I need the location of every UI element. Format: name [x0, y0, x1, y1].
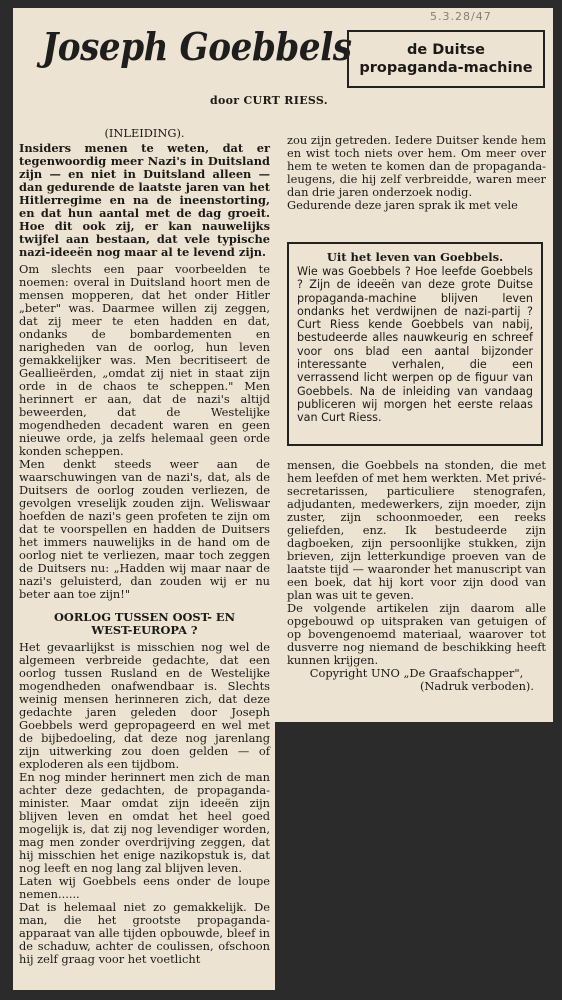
right-paragraph-4: De volgende artikelen zijn daarom alle opgebouwd op uitspraken van getuigen of op bovengenoemd materiaal, waarover tot dusverre nog niemand de beschikking heeft kunnen krijgen. [287, 601, 546, 667]
subtitle-box [347, 30, 545, 88]
inset-box [287, 242, 543, 446]
right-paragraph-3: mensen, die Goebbels na stonden, die met hem leefden of met hem werkten. Met privé-secretarissen, particuliere stenografen, adjudanten, medewerkers, zijn moeder, zijn zuster, zijn schoonmoeder, een reeks geliefden, enz. Ik bestudeerde zijn dagboeken, zijn persoonlijke stukken, zijn brieven, zijn letterkundige proeven van de laatste tijd — waaronder het manuscript van een boek, dat hij kort voor zijn dood van plan was uit te geven. [287, 458, 546, 602]
copyright-line: Copyright UNO „De Graafschapper", [309, 666, 524, 680]
right-paragraph-2: Gedurende deze jaren sprak ik met vele [287, 198, 518, 212]
left-paragraph-1: Om slechts een paar voorbeelden te noemen: overal in Duitsland hoort men de mensen mopperen, dat het onder Hitler „beter" was. Daarmee willen zij zeggen, dat zij meer te eten hadden en dat, ondanks de bombardementen en narigheden van de oorlog, hun leven gemakkelijker was. Men becritiseert de Geallieërden, „omdat zij niet in staat zijn orde in de chaos te scheppen." Men herinnert er aan, dat de nazi's altijd beweerden, dat de Westelijke mogendheden decadent waren en geen nieuwe orde, ja zelfs helemaal geen orde konden scheppen. [19, 262, 270, 458]
intro-label: (INLEIDING). [104, 126, 185, 140]
inset-title: Uit het leven van Goebbels. [326, 250, 504, 264]
article-subtitle: de Duitse propaganda-machine [359, 42, 533, 76]
inset-body: Wie was Goebbels ? Hoe leefde Goebbels ? Zijn de ideeën van deze grote Duitse propaganda-machine blijven leven ondanks het verdwijnen de nazi-partij ? Curt Riess kende Goebbels van nabij, bestudeerde alles nauwkeurig en schreef voor ons blad een aantal bijzonder interessante verhalen, die een verrassend licht werpen op de figuur van Goebbels. Na de inleiding van vandaag publiceren wij morgen het eerste relaas van Curt Riess. [297, 265, 533, 425]
reprint-note: (Nadruk verboden). [419, 679, 534, 693]
handwritten-date: 5.3.28/47 [430, 10, 492, 23]
left-paragraph-2: Men denkt steeds weer aan de waarschuwingen van de nazi's, dat, als de Duitsers de oorlog zouden verliezen, de gevolgen vreselijk zouden zijn. Weliswaar hoefden de nazi's geen profeten te zijn om dat te voorspellen en hadden de Duitsers het immers nauwelijks in de hand om de oorlog niet te verliezen, maar toch zeggen de Duitsers nu: „Hadden wij maar naar de nazi's geluisterd, dan zouden wij er nu beter aan toe zijn!" [19, 457, 270, 601]
right-column-top [287, 134, 546, 212]
right-column-bottom [287, 459, 546, 693]
left-paragraph-4: En nog minder herinnert men zich de man achter deze gedachten, de propaganda-minister. Maar omdat zijn ideeën zijn blijven leven en omdat het heel goed mogelijk is, dat zij nog levendiger worden, mag men zonder overdrijving zeggen, dat hij misschien het enige nazikopstuk is, dat nog leeft en nog lang zal blijven leven. [19, 770, 270, 875]
byline: door CURT RIESS. [210, 94, 328, 107]
article-title: Joseph Goebbels [42, 24, 352, 69]
left-column [19, 127, 270, 966]
left-paragraph-6: Dat is helemaal niet zo gemakkelijk. De man, die het grootste propaganda-apparaat van alle tijden opbouwde, bleef in de schaduw, achter de coulissen, ofschoon hij zelf graag voor het voetlicht [19, 900, 270, 966]
right-paragraph-1: zou zijn getreden. Iedere Duitser kende hem en wist toch niets over hem. Om meer over hem te weten te komen dan de propaganda-leugens, die hij zelf verbreidde, waren meer dan drie jaren onderzoek nodig. [287, 133, 546, 199]
left-paragraph-3: Het gevaarlijkst is misschien nog wel de algemeen verbreide gedachte, dat een oorlog tussen Rusland en de Westelijke mogendheden onafwendbaar is. Slechts weinig mensen herinneren zich, dat deze gedachte jaren geleden door Joseph Goebbels werd gepropageerd en wel met de bijbedoeling, dat deze nog jarenlang zijn uitwerking zou doen gelden — of exploderen als een tijdbom. [19, 640, 270, 771]
section-headline: OORLOG TUSSEN OOST- EN WEST-EUROPA ? [53, 610, 236, 637]
left-paragraph-5: Laten wij Goebbels eens onder de loupe nemen...... [19, 874, 270, 901]
intro-lead: Insiders menen te weten, dat er tegenwoordig meer Nazi's in Duitsland zijn — en niet in Duitsland alleen — dan gedurende de laatste jaren van het Hitlerregime en na de ineenstorting, en dat hun aantal met de dag groeit. Hoe dit ook zij, er kan nauwelijks twijfel aan bestaan, dat vele typische nazi-ideeën nog maar al te levend zijn. [19, 141, 270, 259]
